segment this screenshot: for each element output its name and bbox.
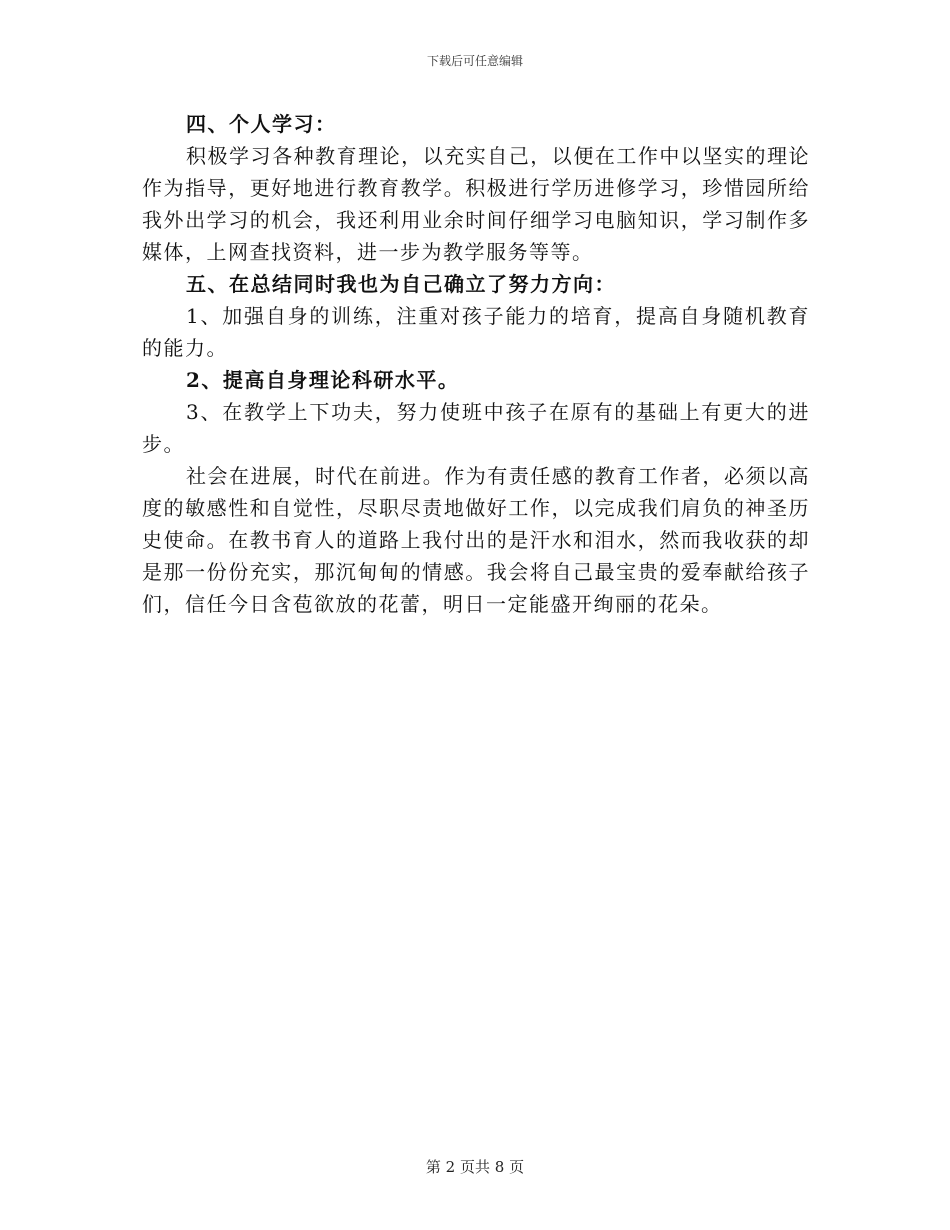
- section-heading-personal-study: 四、个人学习：: [186, 112, 337, 136]
- list-item-1: 1、加强自身的训练，注重对孩子能力的培育，提高自身随机教育的能力。: [142, 304, 810, 360]
- paragraph-conclusion: 社会在进展，时代在前进。作为有责任感的教育工作者，必须以高度的敏感性和自觉性，尽职尽责地做好工作，以完成我们肩负的神圣历史使命。在教书育人的道路上我付出的是汗水和泪水，然而我收获的却是那一份份充实，那沉甸甸的情感。我会将自己最宝贵的爱奉献给孩子们，信任今日含苞欲放的花蕾，明日一定能盛开绚丽的花朵。: [142, 464, 810, 616]
- page-header: 下载后可任意编辑: [426, 54, 523, 68]
- paragraph-personal-study: 积极学习各种教育理论，以充实自己，以便在工作中以坚实的理论作为指导，更好地进行教育教学。积极进行学历进修学习，珍惜园所给我外出学习的机会，我还利用业余时间仔细学习电脑知识，学习制作多媒体，上网查找资料，进一步为教学服务等等。: [142, 144, 810, 264]
- page-number: 第 2 页共 8 页: [425, 1158, 525, 1176]
- list-item-3: 3、在教学上下功夫，努力使班中孩子在原有的基础上有更大的进步。: [142, 400, 810, 456]
- list-item-2: 2、提高自身理论科研水平。: [186, 368, 460, 392]
- section-heading-direction: 五、在总结同时我也为自己确立了努力方向：: [186, 272, 616, 296]
- document-body: [142, 108, 810, 620]
